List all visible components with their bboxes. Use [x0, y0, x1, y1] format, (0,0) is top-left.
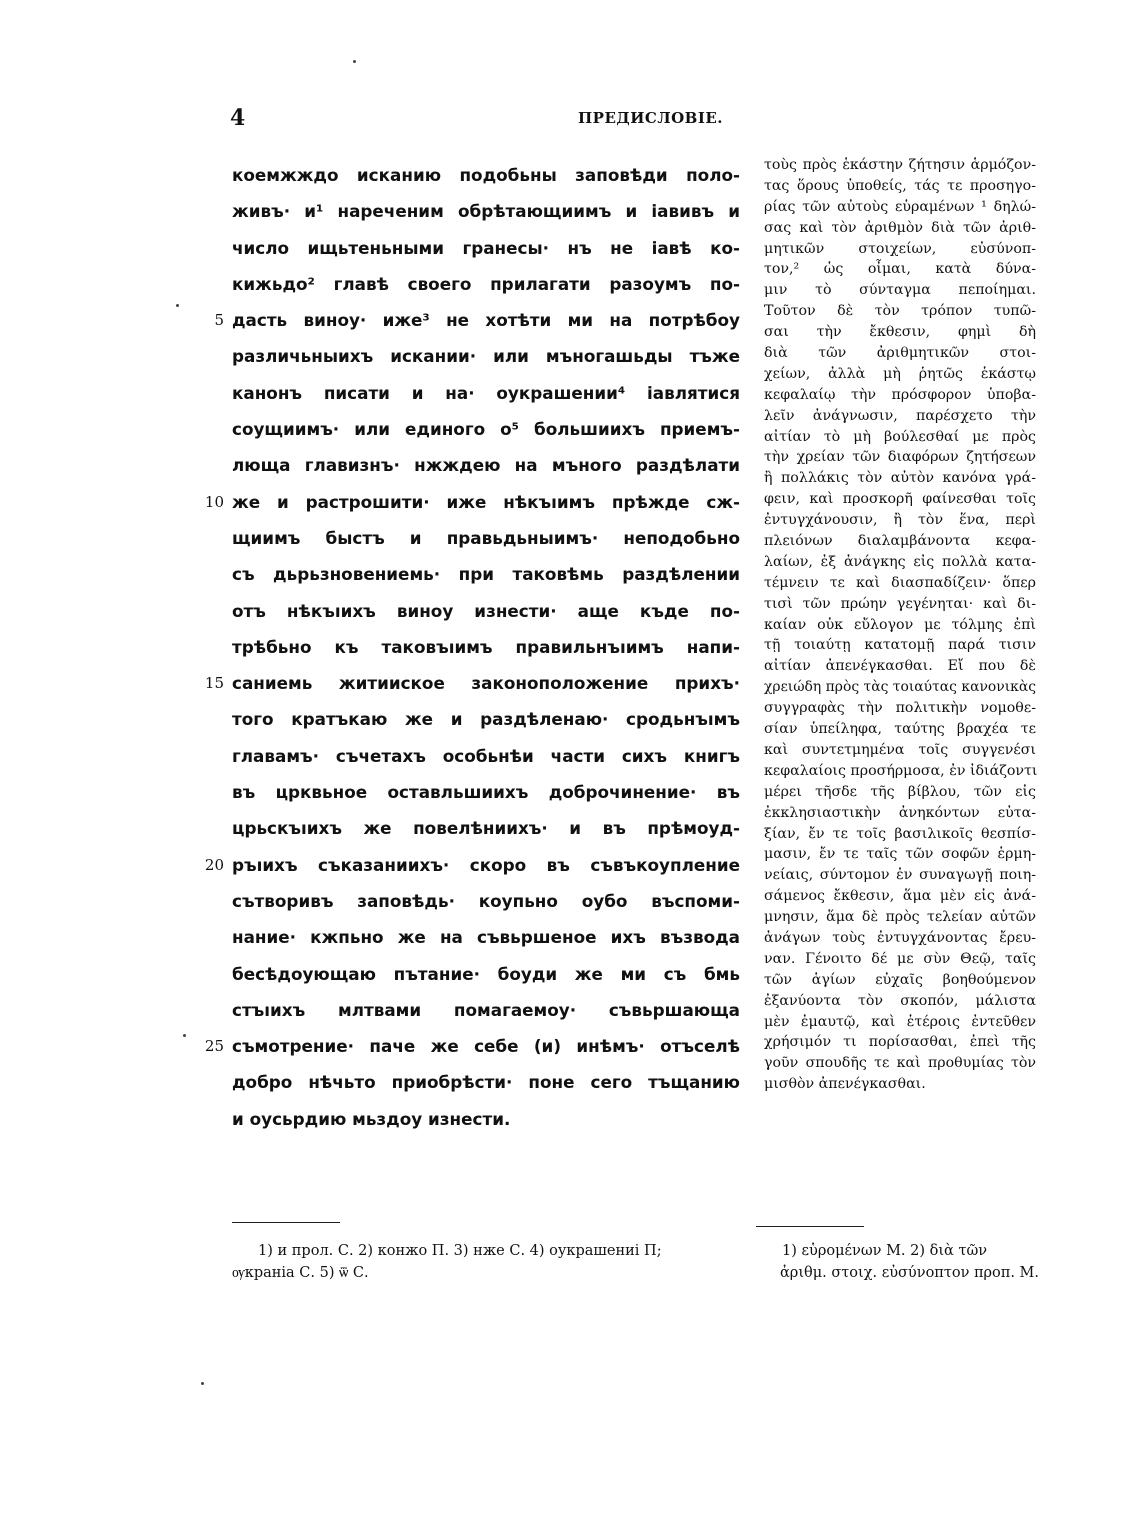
slavonic-line [232, 194, 740, 230]
running-title: ПРЕДИСЛОВІЕ. [578, 109, 724, 127]
greek-line: ἐκκλησιαστικὴν ἀνηκόντων εὐτα- [764, 804, 1036, 821]
greek-line: σας καὶ τὸν ἀριθμὸν διὰ τῶν ἀριθ- [764, 219, 1036, 236]
slavonic-line [232, 594, 740, 630]
greek-line: λεῖν ἀνάγνωσιν, παρέσχετο τὴν [764, 407, 1036, 424]
greek-line: συγγραφὰς τὴν πολιτικὴν νομοθε- [764, 700, 1036, 717]
greek-line: ρίας τῶν αὐτοὺς εὑραμένων ¹ δηλώ- [764, 198, 1036, 215]
slavonic-line-text: саниемь житииское законоположение прихъ· [232, 673, 740, 694]
footnote-line: ѹкраніа С. 5) ѿ С. [232, 1265, 369, 1281]
greek-line: κεφαλαίῳ τὴν πρόσφορον ὑποβα- [764, 386, 1036, 403]
greek-line: μητικῶν στοιχείων, εὐσύνοπ- [764, 240, 1036, 257]
slavonic-line [232, 267, 740, 303]
footnote-line: ἀριθμ. στοιχ. εὐσύνοπτον προπ. Μ. [780, 1265, 1039, 1281]
scan-speck [176, 304, 179, 307]
line-number: 25 [204, 1037, 224, 1056]
footnote-rule-right [756, 1226, 864, 1227]
slavonic-line-text: кижьдо² главѣ своего прилагати разоумъ по- [232, 273, 740, 294]
page-number: 4 [230, 105, 246, 131]
greek-line: ξίαν, ἔν τε τοῖς βασιλικοῖς θεσπίσ- [764, 825, 1036, 842]
greek-line: τέμνειν τε καὶ διασπαδίζειν· ὅπερ [764, 574, 1036, 591]
slavonic-line [232, 993, 740, 1029]
line-number: 10 [204, 492, 224, 511]
slavonic-line-text: и оусьрдию мьздоу изнести. [232, 1108, 511, 1129]
greek-line: χρήσιμόν τι πορίσασθαι, ἐπεὶ τῆς [764, 1034, 1036, 1051]
greek-column [764, 155, 1036, 1095]
slavonic-line [232, 1065, 740, 1101]
greek-line: σίαν ὑπείληφα, ταύτης βραχέα τε [764, 721, 1036, 738]
greek-line: τῇ τοιαύτῃ κατατομῇ παρά τισιν [764, 637, 1036, 654]
greek-line: τας ὅρους ὑποθείς, τάς τε προσηγο- [764, 177, 1036, 194]
slavonic-line-text: отъ нѣкъıихъ виноу изнести· аще къде по- [232, 600, 740, 621]
slavonic-line [232, 1102, 740, 1138]
slavonic-line [232, 521, 740, 557]
greek-line: ἐξανύοντα τὸν σκοπόν, μάλιστα [764, 992, 1036, 1009]
slavonic-line [232, 775, 740, 811]
slavonic-line-text: же и растрошити· иже нѣкъıимъ прѣжде сж- [232, 491, 740, 512]
greek-line: μὲν ἐμαυτῷ, καὶ ἑτέροις ἐντεῦθεν [764, 1013, 1036, 1030]
slavonic-line [232, 231, 740, 267]
greek-line: τον,² ὡς οἶμαι, κατὰ δύνα- [764, 261, 1036, 278]
greek-line: κεφαλαίοις προσήρμοσα, ἐν ἰδιάζοντι [764, 762, 1038, 779]
slavonic-line [232, 630, 740, 666]
slavonic-line-text: щиимъ быстъ и правьдьныимъ· неподобьно [232, 527, 740, 548]
slavonic-line-text: стъıихъ млтвами помагаемоу· съвьршающа [232, 999, 740, 1020]
slavonic-line [214, 303, 740, 339]
line-number: 15 [204, 674, 224, 693]
greek-line: μέρει τῆσδε τῆς βίβλου, τῶν εἰς [764, 783, 1036, 800]
line-number: 5 [214, 311, 224, 330]
greek-line: ἢ πολλάκις τὸν αὐτὸν κανόνα γρά- [764, 470, 1036, 487]
footnotes-right [780, 1240, 1042, 1284]
greek-line: μιν τὸ σύνταγμα πεποίημαι. [764, 282, 1036, 299]
footnote-rule-left [232, 1222, 340, 1223]
slavonic-line-text: различьныихъ искании· или мъногашьды тъже [232, 346, 740, 367]
slavonic-line [204, 848, 740, 884]
greek-line: σαι τὴν ἔκθεσιν, φημὶ δὴ [764, 324, 1036, 341]
slavonic-line-text: добро нѣчьто приобрѣсти· поне сего тъщанию [232, 1072, 740, 1093]
greek-line: ἀνάγων τοὺς ἐντυγχάνοντας ἔρευ- [764, 929, 1036, 946]
slavonic-line-text: трѣбьно къ таковъıимъ правильнъıимъ напи- [232, 636, 740, 657]
greek-line: χρειώδη πρὸς τὰς τοιαύτας κανονικὰς [764, 679, 1036, 696]
slavonic-line-text: соущиимъ· или единого о⁵ большиихъ приемъ- [232, 419, 740, 440]
slavonic-column [204, 158, 740, 1138]
slavonic-line-text: црьскъıихъ же повелѣниихъ· и въ прѣмоуд- [232, 818, 740, 839]
greek-line: Τοῦτον δὲ τὸν τρόπον τυπῶ- [764, 303, 1036, 320]
slavonic-line-text: бесѣдоующаю пътание· боуди же ми съ бмь [232, 963, 740, 984]
greek-line: τὴν χρείαν τῶν διαφόρων ζητήσεων [764, 449, 1036, 466]
slavonic-line [232, 376, 740, 412]
slavonic-line [232, 884, 740, 920]
greek-line: τισὶ τῶν πρώην γεγένηται· καὶ δι- [764, 595, 1036, 612]
slavonic-line [204, 1029, 740, 1065]
slavonic-line-text: съмотрение· паче же себе (и) инѣмъ· отъселѣ [232, 1036, 740, 1057]
slavonic-line [232, 957, 740, 993]
greek-line: γοῦν σπουδῆς τε καὶ προθυμίας τὸν [764, 1055, 1036, 1072]
slavonic-line [232, 158, 740, 194]
slavonic-line-text: ръıихъ съказаниихъ· скоро въ съвъкоупление [232, 854, 740, 875]
slavonic-line-text: съ дьрьзновениемь· при таковѣмь раздѣлении [232, 564, 740, 585]
greek-line: διὰ τῶν ἀριθμητικῶν στοι- [764, 345, 1036, 362]
scan-speck [353, 60, 356, 63]
slavonic-line-text: число ищьтеньными гранесы· нъ не іавѣ ко- [232, 237, 740, 258]
line-number: 20 [204, 855, 224, 874]
greek-line: μασιν, ἔν τε ταῖς τῶν σοφῶν ἑρμη- [764, 846, 1036, 863]
slavonic-line-text: главамъ· съчетахъ особьнѣи части сихъ книгъ [232, 745, 740, 766]
slavonic-line-text: въ црквьное оставльшиихъ доброчинение· въ [232, 782, 740, 803]
greek-line: πλειόνων διαλαμβάνοντα κεφα- [764, 533, 1036, 550]
slavonic-line-text: нание· кжпьно же на съвьршеное ихъ възвода [232, 927, 740, 948]
greek-line: αἰτίαν τὸ μὴ βούλεσθαί με πρὸς [764, 428, 1036, 445]
greek-line: ναν. Γένοιτο δέ με σὺν Θεῷ, ταῖς [764, 950, 1036, 967]
slavonic-line [232, 702, 740, 738]
scan-speck [201, 1382, 204, 1385]
slavonic-line-text: сътворивъ заповѣдь· коупьно оубо въспоми- [232, 890, 740, 911]
footnote-line: 1) и прол. С. 2) конжо П. 3) нже С. 4) оукрашениі П; [258, 1243, 662, 1259]
slavonic-line [232, 811, 740, 847]
footnotes-left [232, 1240, 740, 1284]
greek-line: καίαν οὐκ εὔλογον με τόλμης ἐπὶ [764, 616, 1036, 633]
slavonic-line [232, 557, 740, 593]
slavonic-line-text: живъ· и¹ нареченим обрѣтающиимъ и іавивъ и [232, 201, 740, 222]
greek-line: λαίων, ἐξ ἀνάγκης εἰς πολλὰ κατα- [764, 553, 1036, 570]
greek-line: ἐντυγχάνουσιν, ἢ τὸν ἕνα, περὶ [764, 512, 1036, 529]
slavonic-line [232, 448, 740, 484]
slavonic-line-text: того кратъкаю же и раздѣленаю· сродьнъıмъ [232, 709, 740, 730]
slavonic-line [232, 339, 740, 375]
page-header [0, 105, 1140, 131]
slavonic-line-text: дасть виноу· иже³ не хотѣти ми на потрѣбоу [232, 310, 740, 331]
slavonic-line [204, 485, 740, 521]
slavonic-line [232, 920, 740, 956]
slavonic-line-text: люща главизнъ· нжждею на мъного раздѣлати [232, 455, 740, 476]
greek-line: τοὺς πρὸς ἑκάστην ζήτησιν ἁρμόζον- [764, 157, 1036, 173]
slavonic-line [232, 739, 740, 775]
greek-line: καὶ συντετμημένα τοῖς συγγενέσι [764, 741, 1036, 758]
greek-line: τῶν ἁγίων εὐχαῖς βοηθούμενον [764, 971, 1036, 988]
greek-line: μνησιν, ἅμα δὲ πρὸς τελείαν αὐτῶν [764, 909, 1036, 926]
greek-line: χείων, ἀλλὰ μὴ ῥητῶς ἑκάστῳ [764, 365, 1036, 382]
greek-line: νείαις, σύντομον ἐν συναγωγῇ ποιη- [764, 867, 1036, 884]
scan-speck [183, 1034, 186, 1037]
slavonic-line [232, 412, 740, 448]
greek-line: φειν, καὶ προσκορῆ φαίνεσθαι τοῖς [764, 491, 1036, 508]
greek-line: μισθὸν ἀπενέγκασθαι. [764, 1076, 926, 1093]
slavonic-line-text: коемжждо исканию подобьны заповѣди поло- [232, 165, 740, 185]
greek-line: αἰτίαν ἀπενέγκασθαι. Εἴ που δὲ [764, 658, 1036, 675]
slavonic-line [204, 666, 740, 702]
footnote-line: 1) εὑρομένων Μ. 2) διὰ τῶν [782, 1243, 988, 1259]
slavonic-line-text: канонъ писати и на· оукрашении⁴ іавлятися [232, 382, 740, 403]
greek-line: σάμενος ἔκθεσιν, ἅμα μὲν εἰς ἀνά- [764, 888, 1036, 905]
